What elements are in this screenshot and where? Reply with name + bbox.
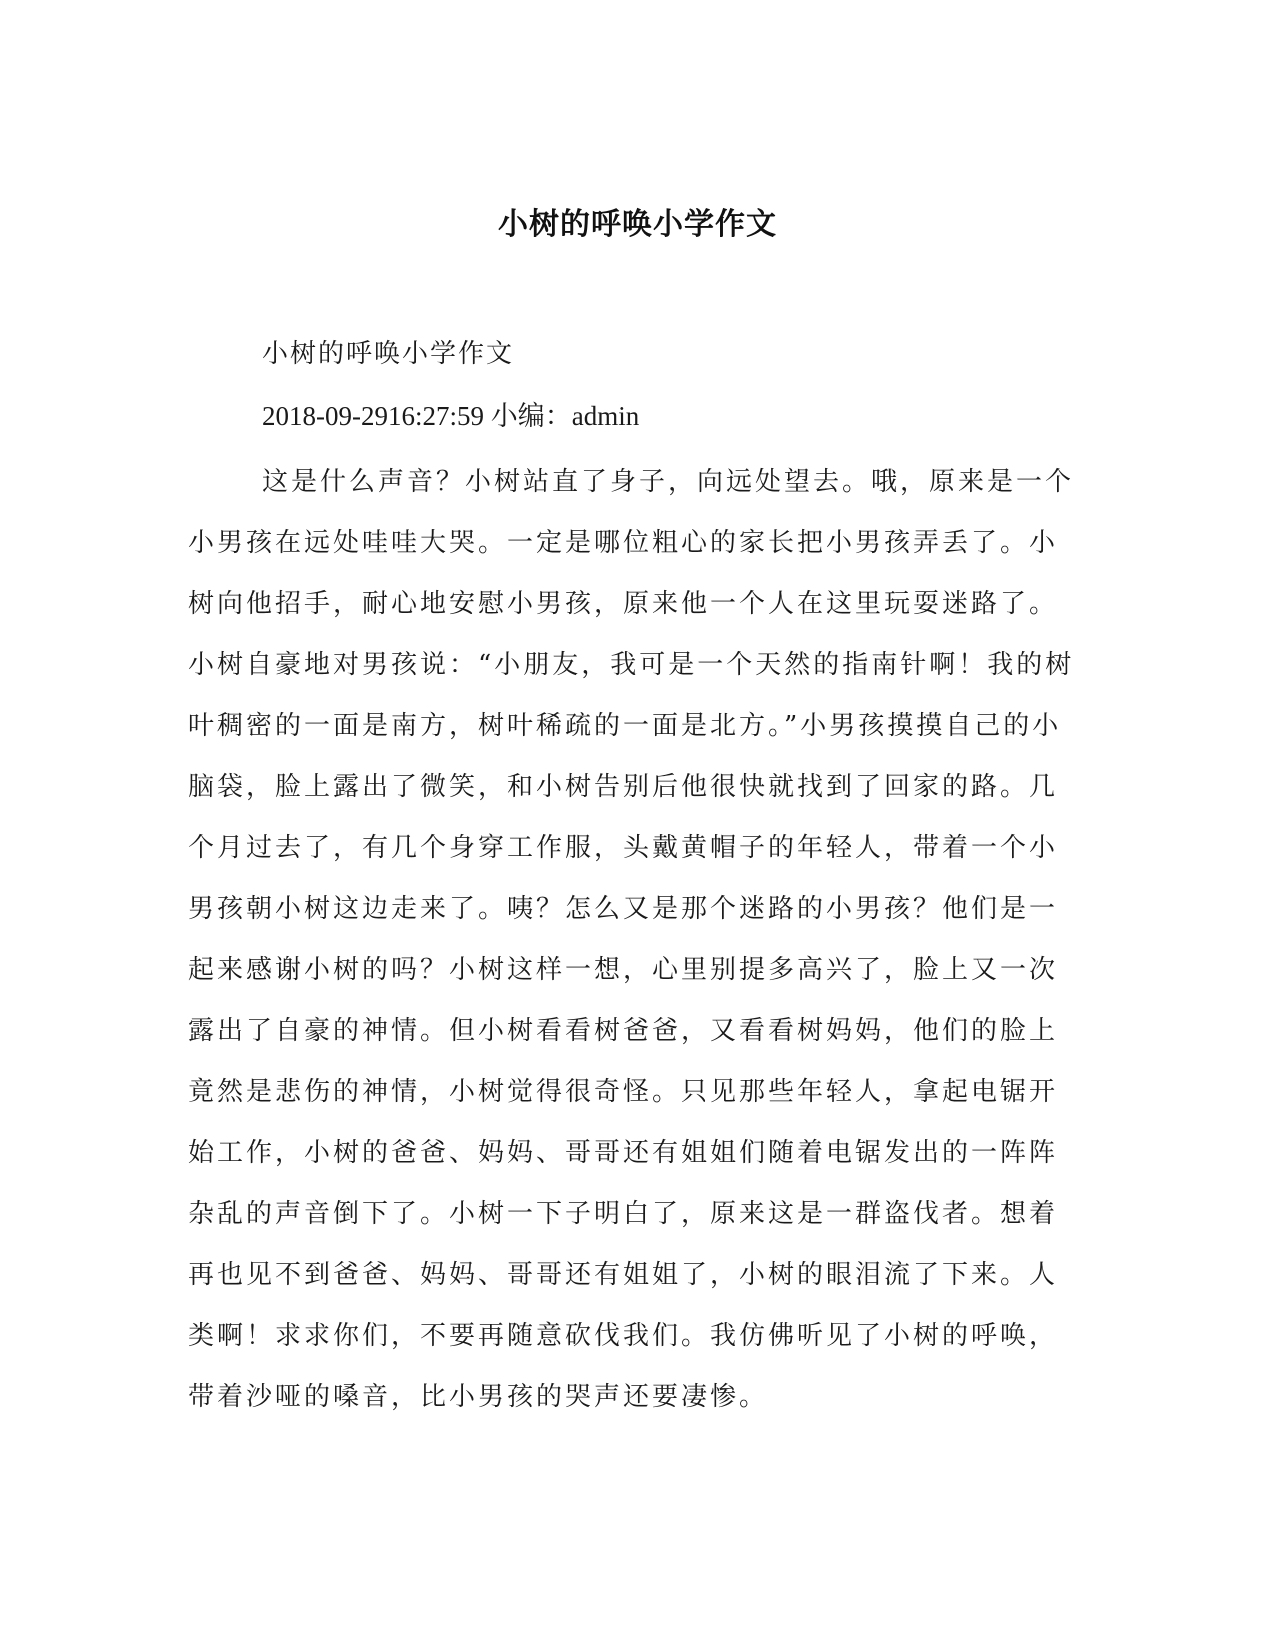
body-line: 叶稠密的一面是南方，树叶稀疏的一面是北方。”小男孩摸摸自己的小 xyxy=(188,711,1062,741)
body-line: 露出了自豪的神情。但小树看看树爸爸，又看看树妈妈，他们的脸上 xyxy=(188,1016,1059,1046)
body-line: 再也见不到爸爸、妈妈、哥哥还有姐姐了，小树的眼泪流了下来。人 xyxy=(188,1260,1059,1290)
body-line: 竟然是悲伤的神情，小树觉得很奇怪。只见那些年轻人，拿起电锯开 xyxy=(188,1077,1059,1107)
body-line: 始工作，小树的爸爸、妈妈、哥哥还有姐姐们随着电锯发出的一阵阵 xyxy=(188,1138,1059,1168)
body-line: 这是什么声音？小树站直了身子，向远处望去。哦，原来是一个 xyxy=(262,467,1075,497)
body-line: 类啊！求求你们，不要再随意砍伐我们。我仿佛听见了小树的呼唤， xyxy=(188,1321,1059,1351)
body-line: 起来感谢小树的吗？小树这样一想，心里别提多高兴了，脸上又一次 xyxy=(188,955,1059,985)
article-dateline: 2018-09-2916:27:59 小编：admin xyxy=(262,401,640,431)
body-line: 小树自豪地对男孩说：“小朋友，我可是一个天然的指南针啊！我的树 xyxy=(188,650,1075,680)
body-line: 个月过去了，有几个身穿工作服，头戴黄帽子的年轻人，带着一个小 xyxy=(188,833,1059,863)
article-subtitle: 小树的呼唤小学作文 xyxy=(262,339,515,369)
article-body xyxy=(188,452,1088,1428)
body-line: 小男孩在远处哇哇大哭。一定是哪位粗心的家长把小男孩弄丢了。小 xyxy=(188,528,1059,558)
body-line: 树向他招手，耐心地安慰小男孩，原来他一个人在这里玩耍迷路了。 xyxy=(188,589,1059,619)
body-line: 脑袋，脸上露出了微笑，和小树告别后他很快就找到了回家的路。几 xyxy=(188,772,1059,802)
body-line: 带着沙哑的嗓音，比小男孩的哭声还要凄惨。 xyxy=(188,1382,769,1412)
body-line: 男孩朝小树这边走来了。咦？怎么又是那个迷路的小男孩？他们是一 xyxy=(188,894,1059,924)
body-line: 杂乱的声音倒下了。小树一下子明白了，原来这是一群盗伐者。想着 xyxy=(188,1199,1059,1229)
page-title: 小树的呼唤小学作文 xyxy=(498,207,777,242)
